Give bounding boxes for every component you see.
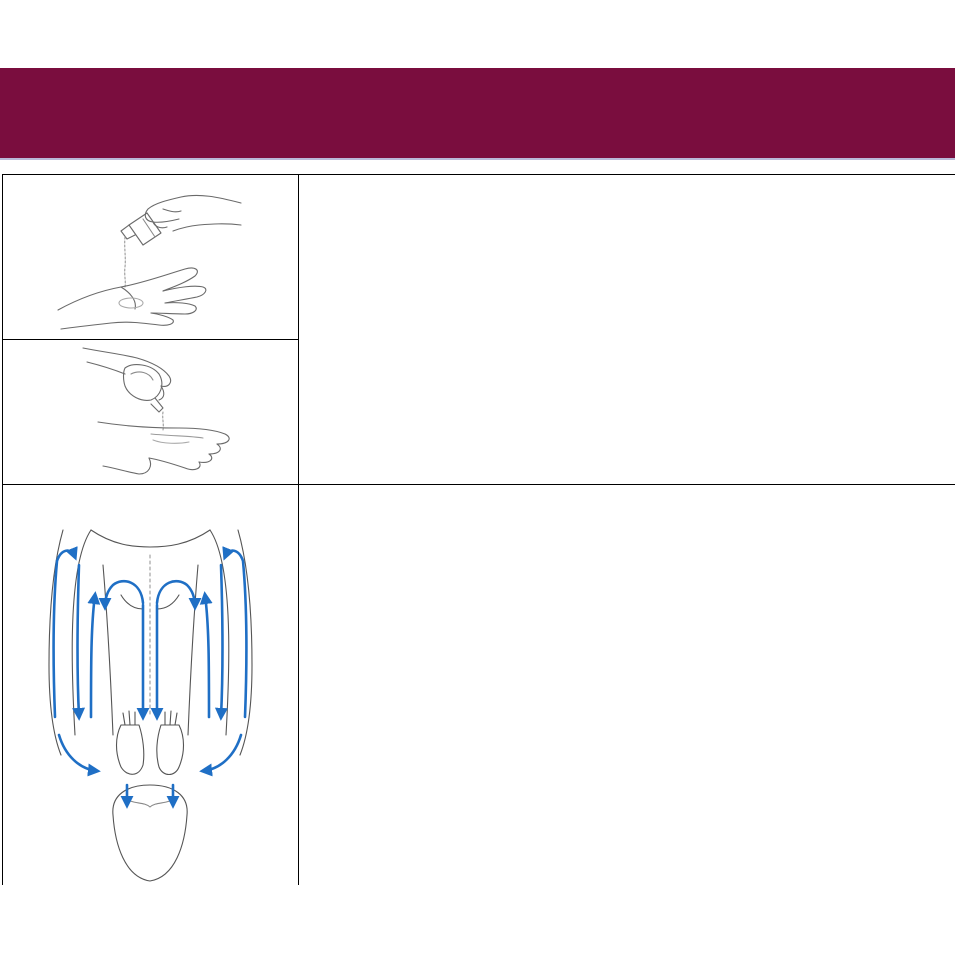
back-massage-illustration-cell <box>3 485 298 885</box>
oil-pouring-illustration-cell <box>3 175 298 339</box>
hand-oil-on-back-illustration <box>3 340 298 484</box>
back-massage-arrows-illustration <box>3 485 298 885</box>
title-banner <box>0 68 955 160</box>
hands-pouring-oil-illustration <box>3 175 298 339</box>
table-column-divider <box>298 174 299 885</box>
oil-on-hand-illustration-cell <box>3 340 298 484</box>
